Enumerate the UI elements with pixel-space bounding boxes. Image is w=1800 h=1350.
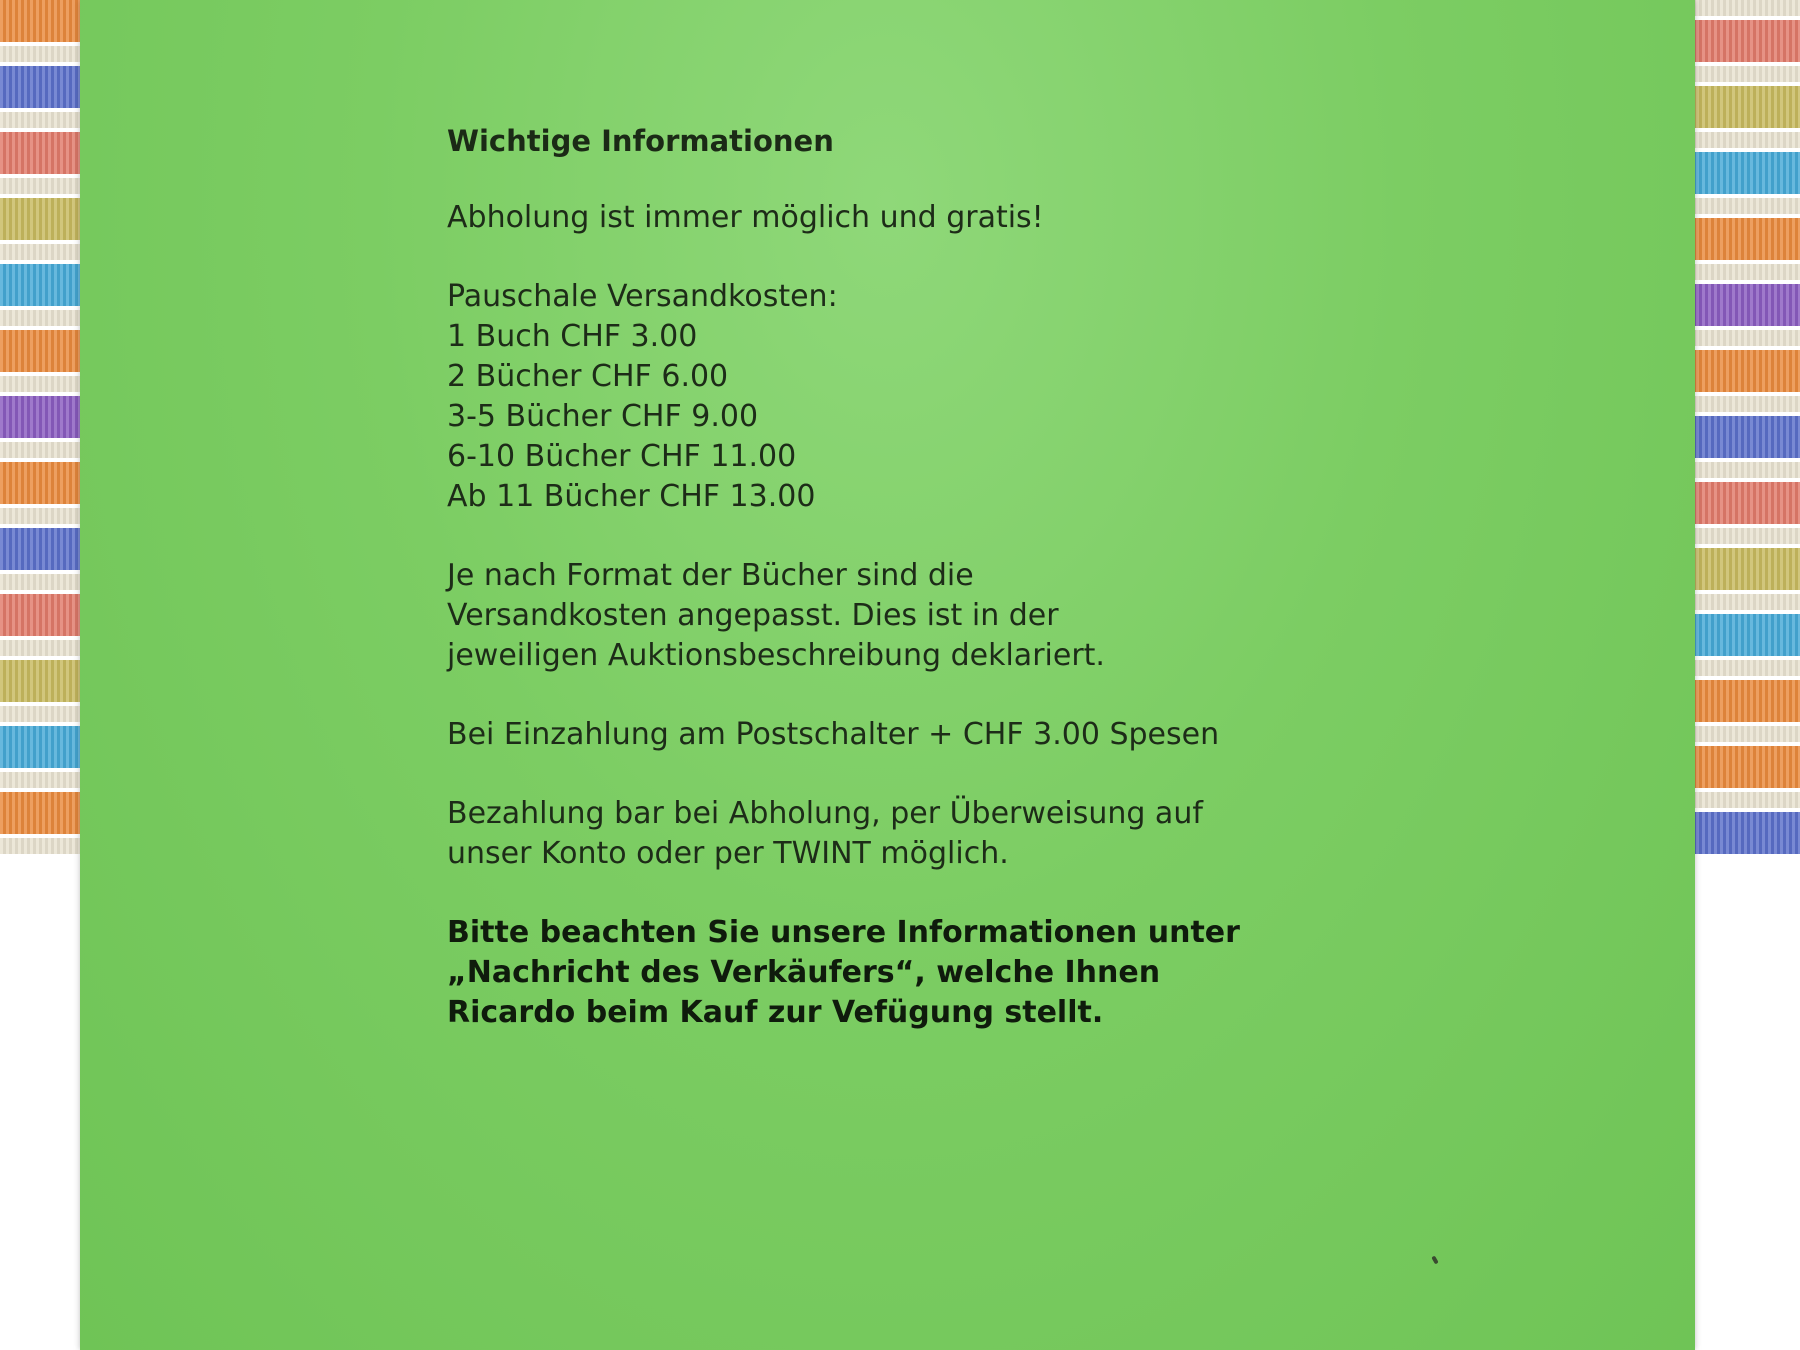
fabric-stripe: [1690, 614, 1800, 656]
shipping-rate: 2 Bücher CHF 6.00: [447, 359, 729, 394]
document-heading: Wichtige Informationen: [447, 124, 834, 158]
format-note-line: Versandkosten angepasst. Dies ist in der: [447, 598, 1059, 633]
fabric-stripe: [1690, 86, 1800, 128]
document-content: [447, 124, 1347, 1033]
fabric-stripe: [1690, 482, 1800, 524]
shipping-rate: 1 Buch CHF 3.00: [447, 319, 698, 354]
shipping-rate: 6-10 Bücher CHF 11.00: [447, 439, 797, 474]
fabric-stripe: [1690, 416, 1800, 458]
shipping-rate: Ab 11 Bücher CHF 13.00: [447, 479, 816, 514]
fabric-stripe: [1690, 528, 1800, 544]
shipping-rate: 3-5 Bücher CHF 9.00: [447, 399, 759, 434]
fabric-stripe: [1690, 792, 1800, 808]
fabric-stripe: [1690, 132, 1800, 148]
post-fee-note: [447, 715, 1347, 755]
fabric-stripe: [1690, 0, 1800, 16]
fabric-stripe: [1690, 330, 1800, 346]
notice-line: „Nachricht des Verkäufers“, welche Ihnen: [447, 955, 1161, 990]
notice-line: Ricardo beim Kauf zur Vefügung stellt.: [447, 995, 1104, 1030]
fabric-stripe: [1690, 284, 1800, 326]
fabric-stripe: [1690, 746, 1800, 788]
payment-line: unser Konto oder per TWINT möglich.: [447, 836, 1009, 871]
fabric-stripe: [1690, 680, 1800, 722]
fabric-stripe: [1690, 594, 1800, 610]
notice-line: Bitte beachten Sie unsere Informationen unter: [447, 915, 1240, 950]
shipping-title: Pauschale Versandkosten:: [447, 279, 838, 314]
fabric-stripe: [1690, 548, 1800, 590]
pickup-text: Abholung ist immer möglich und gratis!: [447, 200, 1044, 235]
fabric-stripe: [1690, 462, 1800, 478]
format-note-line: Je nach Format der Bücher sind die: [447, 558, 974, 593]
payment-line: Bezahlung bar bei Abholung, per Überweisung auf: [447, 796, 1203, 831]
format-note: [447, 556, 1347, 676]
fabric-stripe: [1690, 350, 1800, 392]
fabric-stripe: [1690, 812, 1800, 854]
bold-notice: [447, 913, 1347, 1033]
post-fee-text: Bei Einzahlung am Postschalter + CHF 3.00 Spesen: [447, 717, 1220, 752]
fabric-stripe: [1690, 20, 1800, 62]
format-note-line: jeweiligen Auktionsbeschreibung deklariert.: [447, 638, 1105, 673]
fabric-stripe: [1690, 218, 1800, 260]
payment-note: [447, 794, 1347, 874]
fabric-stripe: [1690, 152, 1800, 194]
fabric-stripe: [1690, 264, 1800, 280]
right-fabric-border: [1690, 0, 1800, 1350]
fabric-stripe: [1690, 198, 1800, 214]
fabric-stripe: [1690, 66, 1800, 82]
fabric-stripe: [1690, 660, 1800, 676]
shipping-rates-block: [447, 277, 1347, 517]
pickup-note: [447, 198, 1347, 238]
fabric-stripe: [1690, 396, 1800, 412]
fabric-stripe: [1690, 726, 1800, 742]
